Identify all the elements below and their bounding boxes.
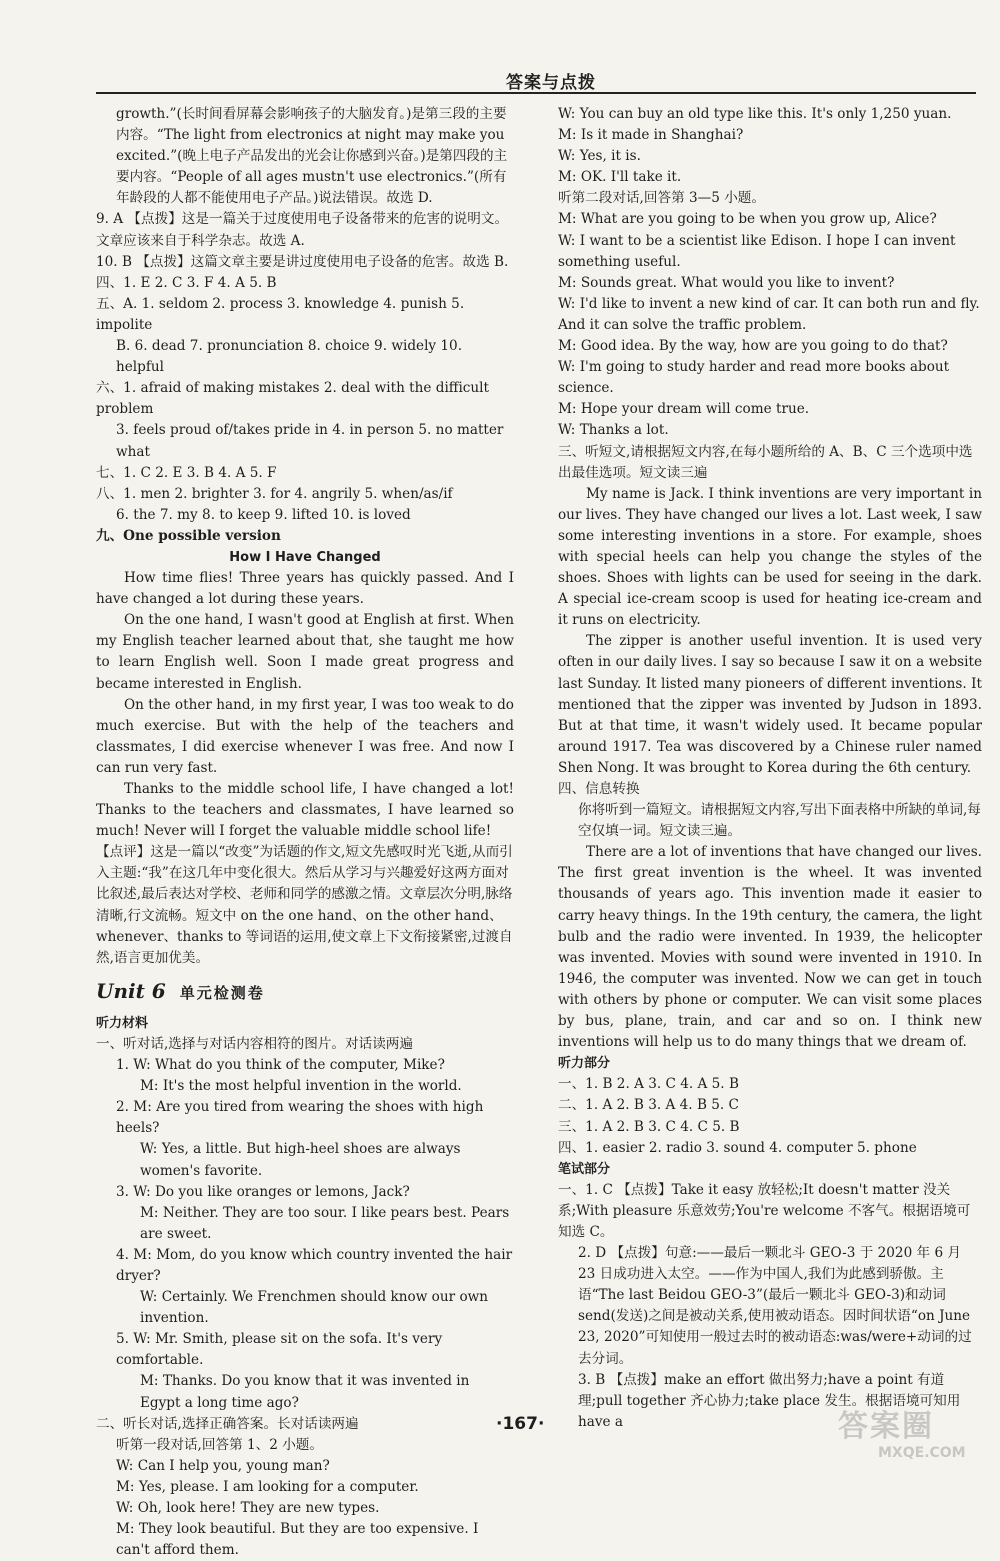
answer-item: B. 6. dead 7. pronunciation 8. choice 9. widely 10. helpful — [116, 338, 463, 376]
answer-item: 四、1. E 2. C 3. F 4. A 5. B — [96, 274, 277, 291]
section-instruction: 三、听短文,请根据短文内容,在每小题所给的 A、B、C 三个选项中选出最佳选项。短文读三遍 — [558, 443, 973, 481]
section-heading: 听力材料 — [96, 1015, 149, 1031]
dialogue-line: M: Good idea. By the way, how are you going to do that? — [558, 338, 948, 355]
dialogue-line: M: What are you going to be when you grow up, Alice? — [558, 211, 937, 228]
dialogue-line: 1. W: What do you think of the computer, Mike? — [116, 1057, 445, 1074]
answer-item: 10. B 【点拨】这篇文章主要是讲过度使用电子设备的危害。故选 B. — [96, 253, 509, 270]
answer-text: growth.”(长时间看屏幕会影响孩子的大脑发育。)是第三段的主要内容。“The light from electronics at night may make you excited.”(晚上电子产品发出的光会让你感到兴奋。)是第四段的主要内容。“People of all ages mustn't use electronics.”(所有年龄段的人都不能使用电子产品。)说法错误。故选 D. — [116, 106, 508, 207]
dialogue-line: 3. W: Do you like oranges or lemons, Jack? — [116, 1183, 410, 1200]
section-instruction: 一、听对话,选择与对话内容相符的图片。对话读两遍 — [96, 1035, 413, 1052]
dialogue-line: M: Thanks. Do you know that it was invented in Egypt a long time ago? — [140, 1373, 470, 1411]
dialogue-line: M: They look beautiful. But they are too expensive. I can't afford them. — [116, 1521, 479, 1559]
dialogue-line: M: It's the most helpful invention in the world. — [140, 1078, 462, 1095]
comment-text: 【点评】这是一篇以“改变”为话题的作文,短文先感叹时光飞逝,从而引入主题:“我”在这几年中变化很大。然后从学习与兴趣爱好这两方面对比叙述,最后表达对学校、老师和同学的感激之情。文章层次分明,脉络清晰,行文流畅。短文中 on the one hand、on the other hand、whenever、thanks to 等词语的运用,使文章上下文衔接紧密,过渡自然,语言更加优美。 — [96, 844, 513, 966]
section-instruction: 你将听到一篇短文。请根据短文内容,写出下面表格中所缺的单词,每空仅填一词。短文读三遍。 — [578, 802, 981, 840]
dialogue-line: M: Yes, please. I am looking for a computer. — [116, 1478, 419, 1495]
dialogue-line: M: OK. I'll take it. — [558, 169, 682, 186]
section-heading: 笔试部分 — [558, 1161, 611, 1177]
right-column — [558, 104, 982, 1433]
passage-paragraph: The zipper is another useful invention. It is used very often in our daily lives. I say so because I saw it on a website last Sunday. It listed many pioneers of different inventions. It mentioned that the zipper was invented by Judson in 1893. But at that time, it wasn't widely used. It became popular around 1917. Tea was discovered by a Chinese ruler named Shen Nong. It was brought to Korea during the 6th century. — [558, 633, 982, 776]
dialogue-line: W: Yes, a little. But high-heel shoes are always women's favorite. — [140, 1141, 461, 1179]
essay-paragraph: How time flies! Three years has quickly passed. And I have changed a lot during these years. — [96, 570, 514, 608]
dialogue-line: W: Certainly. We Frenchmen should know our own invention. — [140, 1289, 489, 1327]
section-heading: 听力部分 — [558, 1056, 611, 1072]
essay-paragraph: Thanks to the middle school life, I have changed a lot! Thanks to the teachers and classmates, I have learned so much! Never will I forget the valuable middle school life! — [96, 781, 514, 840]
dialogue-line: W: Oh, look here! They are new types. — [116, 1500, 380, 1516]
answer-item: 一、1. B 2. A 3. C 4. A 5. B — [558, 1076, 739, 1093]
answer-item: 四、1. easier 2. radio 3. sound 4. computer 5. phone — [558, 1139, 917, 1156]
essay-paragraph: On the one hand, I wasn't good at English at first. When my English teacher learned about that, she taught me how to learn English well. Soon I made great progress and became interested in English. — [96, 612, 514, 692]
unit-subtitle: 单元检测卷 — [179, 983, 265, 1002]
dialogue-line: M: Is it made in Shanghai? — [558, 127, 744, 144]
header-title: 答案与点拨 — [506, 73, 596, 93]
passage-paragraph: My name is Jack. I think inventions are very important in our lives. They have changed our lives a lot. Last week, I saw some interesting inventions in a store. For example, shoes with special heels can help you change the styles of the shoes. Shoes with lights can be used for seeing in the dark. A special ice-cream scoop is used for heating ice-cream and it runs on electricity. — [558, 485, 982, 629]
dialogue-line: W: I'm going to study harder and read more books about science. — [558, 359, 950, 397]
watermark-top: 答案圈 — [838, 1409, 934, 1444]
section-instruction: 听第二段对话,回答第 3—5 小题。 — [558, 190, 765, 207]
watermark-bottom: MXQE.COM — [878, 1445, 966, 1461]
dialogue-line: M: Hope your dream will come true. — [558, 401, 810, 418]
essay-paragraph: On the other hand, in my first year, I was too weak to do much exercise. But with the help of the teachers and classmates, I did exercise whenever I was free. And now I can run very fast. — [96, 696, 514, 776]
section-instruction: 二、听长对话,选择正确答案。长对话读两遍 — [96, 1415, 359, 1432]
dialogue-line: M: Sounds great. What would you like to invent? — [558, 274, 895, 291]
answer-item: 五、A. 1. seldom 2. process 3. knowledge 4. punish 5. impolite — [96, 295, 465, 333]
page-header — [96, 66, 976, 94]
section-instruction: 听第一段对话,回答第 1、2 小题。 — [116, 1436, 323, 1453]
answer-item: 二、1. A 2. B 3. A 4. B 5. C — [558, 1097, 739, 1114]
watermark-logo — [838, 1401, 988, 1463]
answer-item: 3. B 【点拨】make an effort 做出努力;have a point 有道理;pull together 齐心协力;take place 发生。根据语境可知用 have a — [578, 1371, 961, 1430]
section-instruction: 四、信息转换 — [558, 781, 640, 797]
left-column — [96, 104, 514, 1561]
answer-item: 三、1. A 2. B 3. C 4. C 5. B — [558, 1118, 740, 1135]
dialogue-line: W: Can I help you, young man? — [116, 1457, 330, 1474]
unit-title: Unit 6 — [96, 978, 166, 1003]
answer-item: 一、1. C 【点拨】Take it easy 放轻松;It doesn't matter 没关系;With pleasure 乐意效劳;You're welcome 不客气。根据语境可知选 C。 — [558, 1181, 971, 1240]
answer-item: 9. A 【点拨】这是一篇关于过度使用电子设备带来的危害的说明文。文章应该来自于科学杂志。故选 A. — [96, 211, 509, 249]
answer-item: 6. the 7. my 8. to keep 9. lifted 10. is loved — [116, 506, 411, 523]
dialogue-line: 2. M: Are you tired from wearing the shoes with high heels? — [116, 1099, 484, 1137]
dialogue-line: W: You can buy an old type like this. It's only 1,250 yuan. — [558, 106, 952, 122]
answer-item: 八、1. men 2. brighter 3. for 4. angrily 5. when/as/if — [96, 485, 453, 502]
essay-title: How I Have Changed — [229, 549, 381, 565]
page-number: ·167· — [496, 1414, 545, 1434]
unit-heading — [96, 975, 514, 1009]
dialogue-line: 5. W: Mr. Smith, please sit on the sofa. It's very comfortable. — [116, 1331, 443, 1369]
dialogue-line: W: Yes, it is. — [558, 148, 641, 165]
answer-item: 2. D 【点拨】句意:——最后一颗北斗 GEO-3 于 2020 年 6 月 23 日成功进入太空。——作为中国人,我们为此感到骄傲。主语“The last Beidou GEO-3”(最后一颗北斗 GEO-3)和动词 send(发送)之间是被动关系,使用被动语态。因时间状语“on June 23, 2020”可知使用一般过去时的被动语态:was/were+动词的过去分词。 — [578, 1245, 972, 1367]
answer-item: 六、1. afraid of making mistakes 2. deal with the difficult problem — [96, 380, 489, 418]
answer-item: 七、1. C 2. E 3. B 4. A 5. F — [96, 464, 277, 481]
dialogue-line: 4. M: Mom, do you know which country invented the hair dryer? — [116, 1246, 513, 1284]
dialogue-line: W: I'd like to invent a new kind of car. It can both run and fly. And it can solve the traffic problem. — [558, 295, 980, 333]
dialogue-line: W: Thanks a lot. — [558, 422, 669, 439]
answer-item: 九、One possible version — [96, 527, 281, 544]
passage-paragraph: There are a lot of inventions that have changed our lives. The first great invention is the wheel. It was invented thousands of years ago. This invention made it easier to carry heavy things. In the 19th century, the camera, the light bulb and the radio were invented. In 1939, the helicopter was invented. Movies with sound were invented in 1910. In 1946, the computer was invented. Now we can get in touch with others by phone or computer. We can visit some places by bus, plane, train, and car and so on. I think new inventions will help us to do many things that we dream of. — [558, 844, 982, 1051]
dialogue-line: M: Neither. They are too sour. I like pears best. Pears are sweet. — [140, 1204, 510, 1242]
dialogue-line: W: I want to be a scientist like Edison. I hope I can invent something useful. — [558, 232, 956, 270]
answer-item: 3. feels proud of/takes pride in 4. in person 5. no matter what — [116, 422, 504, 460]
